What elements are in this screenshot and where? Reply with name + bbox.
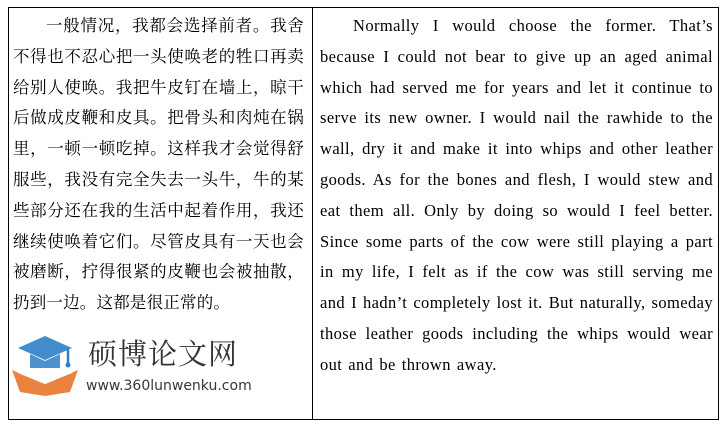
english-text-cell: Normally I would choose the former. That’s because I could not bear to give up an aged animal which had served me for years and let it continue to serve its new owner. I would nail the rawhide to the wall, dry it and make it into whips and other leather goods. As for the bones and flesh, I would stew and eat them all. Only by doing so would I feel better. Since some parts of the cow were still playing a part in my life, I felt as if the cow was still serving me and I hadn’t completely lost it. But naturally, someday those leather goods including the whips would wear out and be thrown away.: [320, 16, 713, 374]
watermark-url: www.360lunwenku.com: [86, 378, 252, 394]
graduation-cap-book-logo-icon: [10, 334, 80, 396]
chinese-text-cell: 一般情况，我都会选择前者。我舍不得也不忍心把一头使唤老的牲口再卖给别人使唤。我把牛皮钉在墙上，晾干后做成皮鞭和皮具。把骨头和肉炖在锅里，一顿一顿吃掉。这样我才会觉得舒服些，我没有完全失去一头牛，牛的某些部分还在我的生活中起着作用，我还继续使唤着它们。尽管皮具有一天也会被磨断，拧得很紧的皮鞭也会被抽散，扔到一边。这都是很正常的。: [13, 16, 304, 313]
watermark-title: 硕博论文网: [88, 337, 239, 371]
column-divider: [312, 8, 313, 419]
watermark: [8, 330, 268, 402]
